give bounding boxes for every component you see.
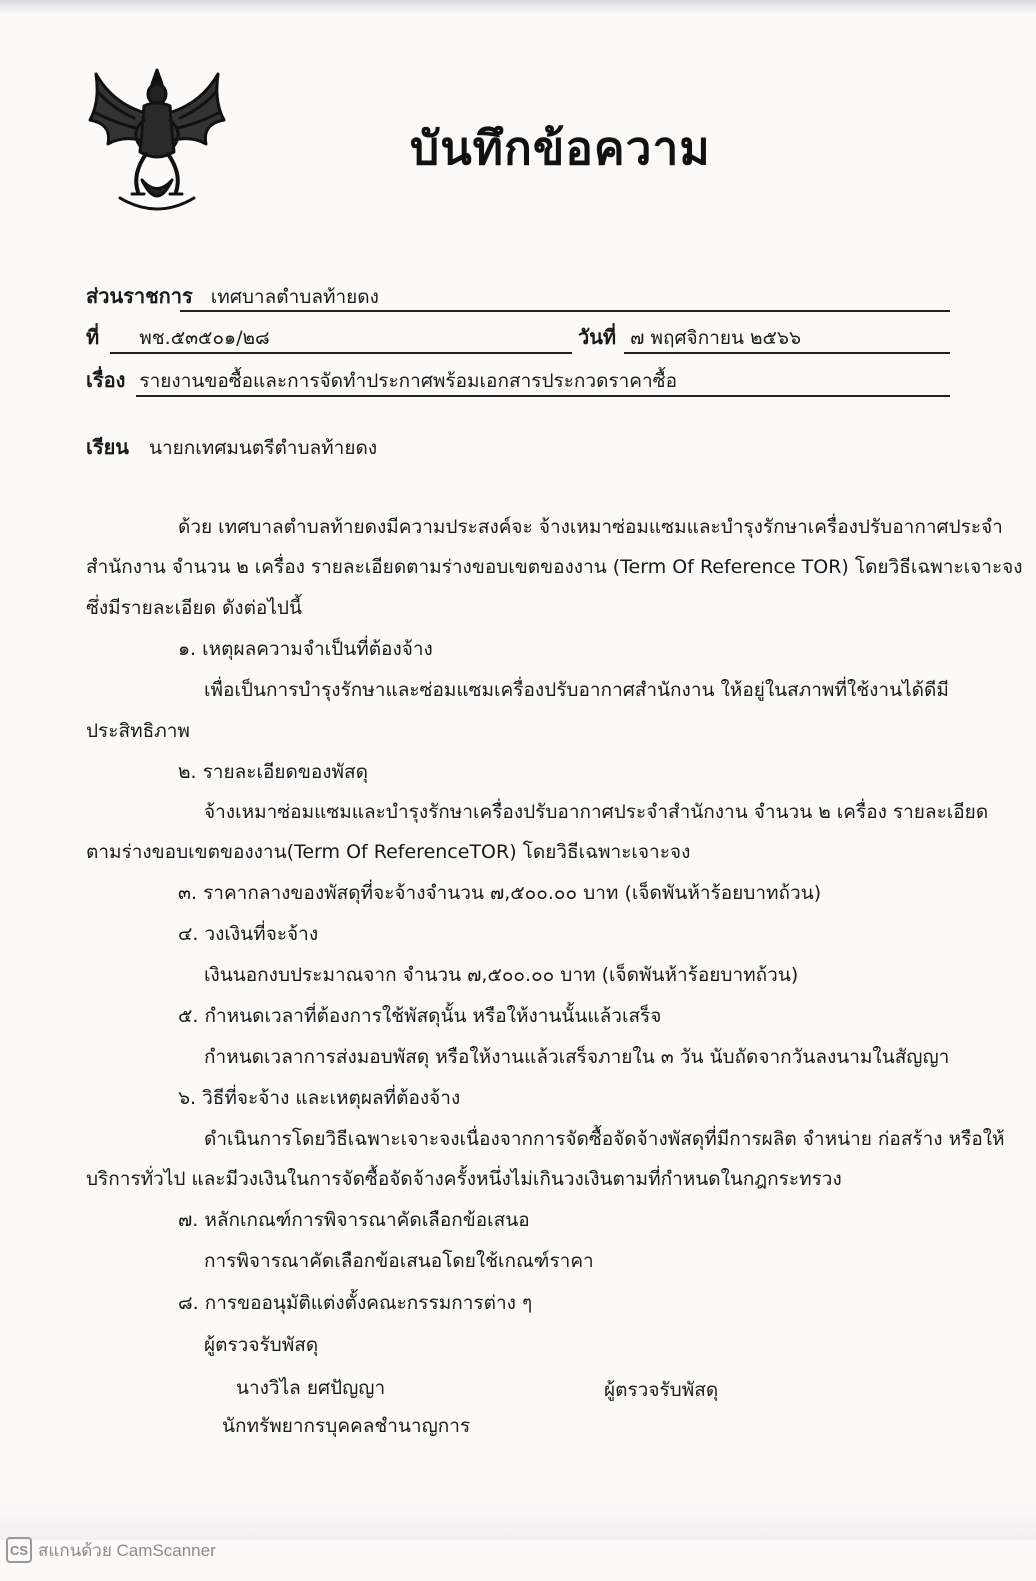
body-line-1: ด้วย เทศบาลตำบลท้ายดงมีความประสงค์จะ จ้างเหมาซ่อมแซมและบำรุงรักษาเครื่องปรับอากาศประจำ bbox=[178, 516, 1003, 538]
subject-label: เรื่อง bbox=[86, 368, 126, 392]
subject-rule bbox=[136, 395, 950, 397]
ref-rule bbox=[110, 352, 572, 354]
section-1-text-1: เพื่อเป็นการบำรุงรักษาและซ่อมแซมเครื่องปรับอากาศสำนักงาน ให้อยู่ในสภาพที่ใช้งานได้ดีมี bbox=[204, 679, 949, 701]
memo-title: บันทึกข้อความ bbox=[410, 121, 711, 175]
section-6-text-2: บริการทั่วไป และมีวงเงินในการจัดซื้อจัดจ้างครั้งหนึ่งไม่เกินวงเงินตามที่กำหนดในกฎกระทรวง bbox=[86, 1168, 842, 1190]
camscanner-watermark bbox=[6, 1537, 216, 1563]
section-4-heading: ๔. วงเงินที่จะจ้าง bbox=[178, 923, 319, 945]
section-1-text-2: ประสิทธิภาพ bbox=[86, 720, 190, 742]
date-row bbox=[578, 321, 801, 353]
committee-name: นางวิไล ยศปัญญา bbox=[236, 1377, 386, 1399]
committee-role: ผู้ตรวจรับพัสดุ bbox=[604, 1379, 719, 1401]
camscanner-text: สแกนด้วย CamScanner bbox=[38, 1540, 216, 1560]
scan-shadow-bottom bbox=[0, 1500, 1036, 1540]
date-rule bbox=[624, 352, 950, 354]
to-row bbox=[86, 431, 377, 463]
ref-row bbox=[86, 321, 270, 353]
section-5-heading: ๕. กำหนดเวลาที่ต้องการใช้พัสดุนั้น หรือให้งานนั้นแล้วเสร็จ bbox=[178, 1005, 662, 1027]
section-1-heading: ๑. เหตุผลความจำเป็นที่ต้องจ้าง bbox=[178, 638, 433, 660]
section-3-heading: ๓. ราคากลางของพัสดุที่จะจ้างจำนวน ๗,๕๐๐.๐๐ บาท (เจ็ดพันห้าร้อยบาทถ้วน) bbox=[178, 882, 822, 904]
ref-value: พช.๕๓๕๐๑/๒๘ bbox=[139, 327, 270, 349]
section-7-heading: ๗. หลักเกณฑ์การพิจารณาคัดเลือกข้อเสนอ bbox=[178, 1209, 530, 1231]
committee-heading: ผู้ตรวจรับพัสดุ bbox=[204, 1334, 319, 1356]
agency-row bbox=[86, 280, 379, 312]
camscanner-logo-icon: CS bbox=[6, 1537, 32, 1563]
agency-rule bbox=[180, 310, 950, 312]
section-2-text-2: ตามร่างขอบเขตของงาน(Term Of ReferenceTOR) โดยวิธีเฉพาะเจาะจง bbox=[86, 841, 691, 863]
date-label: วันที่ bbox=[578, 325, 617, 349]
section-6-heading: ๖. วิธีที่จะจ้าง และเหตุผลที่ต้องจ้าง bbox=[178, 1087, 461, 1109]
body-line-2: สำนักงาน จำนวน ๒ เครื่อง รายละเอียดตามร่างขอบเขตของงาน (Term Of Reference TOR) โดยวิธีเฉพาะเจาะจง bbox=[86, 556, 1023, 578]
subject-row bbox=[86, 364, 677, 396]
section-8-heading: ๘. การขออนุมัติแต่งตั้งคณะกรรมการต่าง ๆ bbox=[178, 1292, 533, 1314]
garuda-emblem-icon bbox=[82, 62, 232, 222]
section-5-text: กำหนดเวลาการส่งมอบพัสดุ หรือให้งานแล้วเสร็จภายใน ๓ วัน นับถัดจากวันลงนามในสัญญา bbox=[204, 1046, 950, 1068]
section-7-text: การพิจารณาคัดเลือกข้อเสนอโดยใช้เกณฑ์ราคา bbox=[204, 1250, 594, 1272]
section-2-text-1: จ้างเหมาซ่อมแซมและบำรุงรักษาเครื่องปรับอากาศประจำสำนักงาน จำนวน ๒ เครื่อง รายละเอียด bbox=[204, 801, 989, 823]
body-line-3: ซึ่งมีรายละเอียด ดังต่อไปนี้ bbox=[86, 597, 302, 619]
subject-value: รายงานขอซื้อและการจัดทำประกาศพร้อมเอกสารประกวดราคาซื้อ bbox=[139, 370, 677, 392]
section-4-text: เงินนอกงบประมาณจาก จำนวน ๗,๕๐๐.๐๐ บาท (เจ็ดพันห้าร้อยบาทถ้วน) bbox=[204, 964, 799, 986]
agency-value: เทศบาลตำบลท้ายดง bbox=[210, 286, 379, 308]
to-label: เรียน bbox=[86, 435, 129, 459]
ref-label: ที่ bbox=[86, 325, 100, 349]
date-value: ๗ พฤศจิกายน ๒๕๖๖ bbox=[630, 327, 802, 349]
scan-shadow-top bbox=[0, 0, 1036, 14]
section-6-text-1: ดำเนินการโดยวิธีเฉพาะเจาะจงเนื่องจากการจัดซื้อจัดจ้างพัสดุที่มีการผลิต จำหน่าย ก่อสร้าง หรือให้ bbox=[204, 1128, 1005, 1150]
agency-label: ส่วนราชการ bbox=[86, 284, 193, 308]
to-value: นายกเทศมนตรีตำบลท้ายดง bbox=[149, 437, 378, 459]
committee-position: นักทรัพยากรบุคคลชำนาญการ bbox=[222, 1415, 471, 1437]
section-2-heading: ๒. รายละเอียดของพัสดุ bbox=[178, 761, 368, 783]
